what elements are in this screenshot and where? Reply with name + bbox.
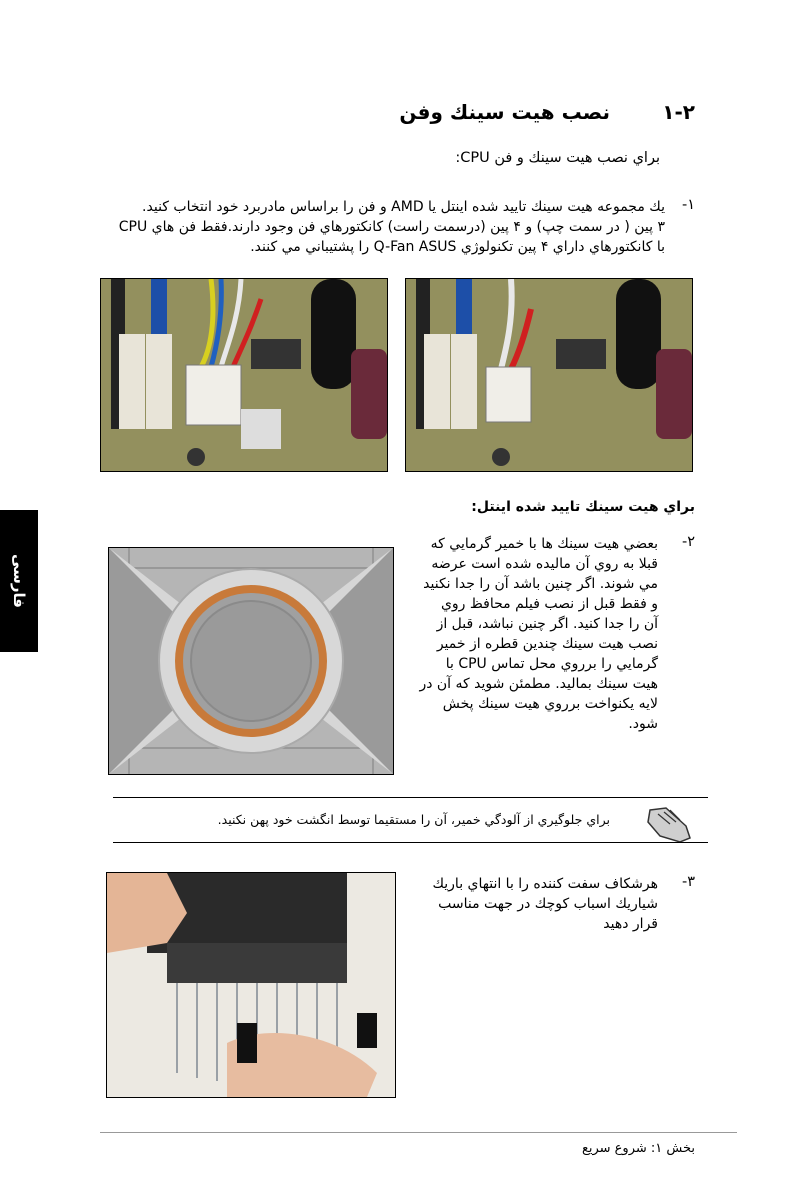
step-2-line: نصب هيت سينك چندين قطره از خمير xyxy=(436,636,658,652)
note-bottom-rule xyxy=(113,842,708,843)
step-1-number: -١ xyxy=(681,197,695,213)
motherboard-3pin-image xyxy=(406,279,692,471)
photo-4pin-connector xyxy=(100,278,388,472)
step-2-text xyxy=(400,534,658,734)
step-2-line: بعضي هيت سينك ها با خمير گرمايي كه xyxy=(430,536,658,552)
step-3-line: قرار دهيد xyxy=(603,916,658,932)
step-2-number: -٢ xyxy=(681,534,695,550)
step-1-line: ٣ پين ( در سمت چپ) و ۴ پين (درسمت راست) كانكتورهاي فن وجود دارند.فقط فن هاي CPU xyxy=(118,219,665,235)
note-top-rule xyxy=(113,797,708,798)
photo-heatsink-install xyxy=(106,872,396,1098)
step-2-line: مي شوند. اگر چنين باشد آن را جدا نكنيد xyxy=(423,576,658,592)
step-2-line: آن را جدا كنيد. اگر چنين نباشد، قبل از xyxy=(436,616,658,632)
photo-3pin-connector xyxy=(405,278,693,472)
step-2-line: شود. xyxy=(628,716,658,732)
photo-heatsink-bottom xyxy=(108,547,394,775)
step-2-line: لايه يكنواخت برروي هيت سينك پخش xyxy=(442,696,658,712)
language-tab xyxy=(0,510,38,652)
language-tab-label: فارسی xyxy=(10,553,28,609)
heatsink-install-image xyxy=(107,873,395,1097)
intel-heading: براي هيت سينك تاييد شده اينتل: xyxy=(471,499,695,515)
step-1-line: با كانكتورهاي داراي ۴ پين تكنولوژي Q-Fan ASUS را پشتيباني مي كنند. xyxy=(250,239,665,255)
step-1-line: يك مجموعه هيت سينك تاييد شده اينتل يا AMD و فن را براساس مادربرد خود انتخاب كنيد. xyxy=(142,199,665,215)
step-3-text xyxy=(400,874,658,934)
step-3-number: -٣ xyxy=(681,874,695,890)
step-3-line: شياريك اسباب كوچك در جهت مناسب xyxy=(438,896,658,912)
step-2-line: قبلا به روي آن ماليده شده است عرضه xyxy=(431,556,658,572)
note-text: براي جلوگيري از آلودگي خمير، آن را مستقيما توسط انگشت خود پهن نكنيد. xyxy=(217,812,610,827)
step-1-text xyxy=(90,197,665,257)
step-2-line: گرمايي را برروي محل تماس CPU با xyxy=(445,656,658,672)
step-2-line: هيت سينك بماليد. مطمئن شويد كه آن در xyxy=(419,676,658,692)
section-title: نصب هيت سينك وفن xyxy=(399,100,610,124)
intro-text: براي نصب هيت سينك و فن CPU: xyxy=(455,150,660,166)
section-number: ٢-١ xyxy=(662,100,695,124)
step-2-line: و فقط قبل از نصب فيلم محافظ روي xyxy=(440,596,658,612)
heatsink-thermal-paste-image xyxy=(109,548,393,774)
footer-rule xyxy=(100,1132,737,1133)
hand-note-icon xyxy=(640,800,696,846)
footer-text: بخش ١: شروع سريع xyxy=(581,1141,695,1156)
motherboard-4pin-image xyxy=(101,279,387,471)
step-3-line: هرشكاف سفت كننده را با انتهاي باريك xyxy=(432,876,658,892)
